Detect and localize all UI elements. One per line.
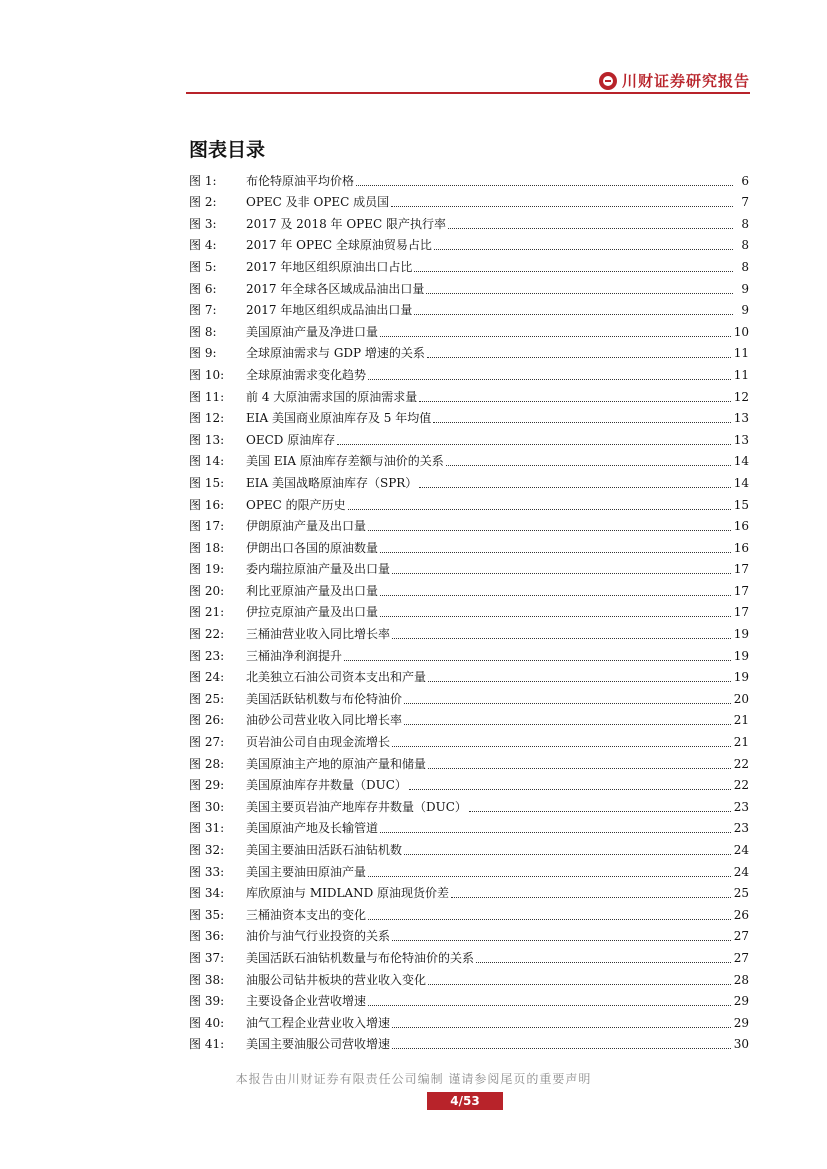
toc-dot-leader	[414, 270, 733, 272]
toc-entry[interactable]	[189, 966, 749, 988]
toc-entry-title[interactable]: 美国主要油田活跃石油钻机数	[246, 843, 403, 857]
toc-entry-page[interactable]: 23	[733, 821, 749, 836]
toc-entry-title[interactable]: 2017 年全球各区域成品油出口量	[246, 281, 425, 296]
toc-entry-page[interactable]: 9	[741, 281, 749, 296]
toc-entry-title[interactable]: 美国原油产地及长输管道	[246, 821, 379, 836]
toc-entry-label: 图 32:	[189, 843, 225, 857]
toc-dot-leader	[348, 508, 731, 510]
toc-entry-label: 图 28:	[189, 756, 225, 771]
toc-dot-leader	[469, 810, 731, 812]
toc-entry-title[interactable]: EIA 美国商业原油库存及 5 年均值	[246, 411, 432, 426]
toc-entry-label: 图 27:	[189, 735, 225, 750]
toc-entry-label: 图 7:	[189, 303, 217, 318]
toc-entry[interactable]	[189, 318, 749, 340]
toc-dot-leader	[451, 896, 731, 898]
toc-entry-label: 图 40:	[189, 1015, 225, 1030]
toc-dot-leader	[428, 680, 731, 682]
toc-entry-page[interactable]: 30	[733, 1037, 749, 1052]
toc-entry-page[interactable]: 9	[741, 303, 749, 318]
toc-dot-leader	[368, 1004, 731, 1006]
toc-entry-label: 图 21:	[189, 605, 225, 620]
toc-entry[interactable]	[189, 340, 749, 362]
toc-entry[interactable]	[189, 772, 749, 794]
toc-entry-title[interactable]: 布伦特原油平均价格	[246, 173, 355, 188]
toc-entry-title[interactable]: 伊拉克原油产量及出口量	[246, 605, 379, 620]
toc-entry-title[interactable]: OECD 原油库存	[246, 432, 336, 447]
toc-entry-label: 图 37:	[189, 950, 225, 965]
toc-entry-label: 图 12:	[189, 411, 225, 426]
toc-dot-leader	[392, 637, 731, 639]
toc-entry-page[interactable]: 21	[733, 713, 749, 728]
toc-entry-page[interactable]: 8	[741, 238, 749, 253]
toc-entry-page[interactable]: 15	[733, 497, 749, 512]
toc-entry[interactable]	[189, 405, 749, 427]
chuancai-logo-icon	[599, 72, 617, 90]
toc-entry-page[interactable]: 17	[733, 583, 749, 598]
toc-dot-leader	[414, 313, 733, 315]
toc-entry-title[interactable]: 三桶油资本支出的变化	[246, 907, 367, 922]
toc-entry-page[interactable]: 8	[741, 259, 749, 274]
toc-entry[interactable]	[189, 664, 749, 686]
toc-entry[interactable]	[189, 815, 749, 837]
toc-entry-title[interactable]: 伊朗原油产量及出口量	[246, 519, 367, 534]
toc-dot-leader	[392, 939, 731, 941]
toc-entry-label: 图 31:	[189, 821, 225, 836]
toc-entry-title[interactable]: 委内瑞拉原油产量及出口量	[246, 562, 391, 577]
toc-entry[interactable]	[189, 685, 749, 707]
toc-entry[interactable]	[189, 513, 749, 535]
toc-entry-page[interactable]: 27	[733, 950, 749, 965]
toc-entry-label: 图 9:	[189, 346, 217, 361]
toc-entry[interactable]	[189, 728, 749, 750]
footer-disclaimer: 本报告由川财证券有限责任公司编制 谨请参阅尾页的重要声明	[235, 1072, 592, 1086]
toc-entry-page[interactable]: 20	[733, 691, 749, 706]
toc-entry-title[interactable]: 三桶油营业收入同比增长率	[246, 627, 391, 642]
toc-entry-title[interactable]: 2017 年 OPEC 全球原油贸易占比	[246, 238, 432, 253]
toc-entry-label: 图 11:	[189, 389, 225, 404]
toc-entry-label: 图 13:	[189, 432, 225, 447]
toc-entry-label: 图 25:	[189, 691, 225, 706]
toc-heading: 图表目录	[189, 139, 266, 161]
toc-entry-title[interactable]: 前 4 大原油需求国的原油需求量	[246, 389, 418, 404]
toc-entry-title[interactable]: 美国主要油服公司营收增速	[246, 1037, 391, 1052]
toc-entry-label: 图 18:	[189, 540, 225, 555]
toc-entry-label: 图 10:	[189, 367, 225, 382]
toc-entry-page[interactable]: 13	[733, 432, 749, 447]
toc-entry-label: 图 41:	[189, 1037, 225, 1052]
toc-dot-leader	[392, 1047, 731, 1049]
toc-entry-label: 图 16:	[189, 497, 225, 512]
toc-dot-leader	[380, 831, 731, 833]
toc-entry-page[interactable]: 16	[733, 540, 749, 555]
page-number-badge: 4/53	[427, 1092, 503, 1110]
toc-entry-label: 图 2:	[189, 195, 217, 210]
toc-entry-title[interactable]: 北美独立石油公司资本支出和产量	[246, 670, 427, 685]
toc-entry-label: 图 36:	[189, 929, 225, 944]
header-brand	[599, 70, 750, 91]
toc-entry-title[interactable]: EIA 美国战略原油库存（SPR）	[246, 475, 418, 490]
toc-dot-leader	[368, 918, 731, 920]
toc-entry-title[interactable]: 美国原油库存井数量（DUC）	[246, 778, 407, 793]
toc-entry-title[interactable]: 油服公司钻井板块的营业收入变化	[246, 972, 427, 987]
toc-entry[interactable]	[189, 448, 749, 470]
toc-entry-label: 图 19:	[189, 562, 225, 577]
toc-entry[interactable]	[189, 253, 749, 275]
toc-entry-title[interactable]: 油砂公司营业收入同比增长率	[246, 713, 403, 728]
toc-dot-leader	[391, 205, 733, 207]
toc-entry-page[interactable]: 10	[733, 324, 749, 339]
toc-entry-page[interactable]: 21	[733, 735, 749, 750]
toc-entry-title[interactable]: 伊朗出口各国的原油数量	[246, 540, 379, 555]
toc-entry-page[interactable]: 19	[733, 627, 749, 642]
toc-entry-page[interactable]: 24	[733, 864, 749, 879]
toc-dot-leader	[380, 551, 731, 553]
toc-dot-leader	[434, 248, 733, 250]
toc-entry[interactable]	[189, 297, 749, 319]
toc-entry-label: 图 39:	[189, 994, 225, 1009]
toc-entry-title[interactable]: OPEC 的限产历史	[246, 497, 346, 512]
toc-entry-label: 图 24:	[189, 670, 225, 685]
toc-entry[interactable]	[189, 793, 749, 815]
toc-list	[189, 167, 749, 1052]
toc-dot-leader	[392, 745, 731, 747]
toc-entry-title[interactable]: OPEC 及非 OPEC 成员国	[246, 195, 390, 210]
toc-dot-leader	[337, 443, 731, 445]
toc-entry[interactable]	[189, 469, 749, 491]
toc-dot-leader	[476, 961, 731, 963]
toc-dot-leader	[404, 702, 731, 704]
toc-entry[interactable]	[189, 189, 749, 211]
toc-entry-label: 图 20:	[189, 583, 225, 598]
toc-entry-title[interactable]: 2017 年地区组织成品油出口量	[246, 303, 413, 318]
toc-entry[interactable]	[189, 901, 749, 923]
toc-entry-label: 图 3:	[189, 216, 217, 231]
toc-entry-page[interactable]: 19	[733, 670, 749, 685]
toc-entry-page[interactable]: 16	[733, 519, 749, 534]
toc-entry-label: 图 29:	[189, 778, 225, 793]
toc-dot-leader	[404, 853, 731, 855]
toc-entry-title[interactable]: 油价与油气行业投资的关系	[246, 929, 391, 944]
toc-entry-page[interactable]: 11	[733, 367, 749, 382]
toc-dot-leader	[380, 335, 731, 337]
toc-entry[interactable]	[189, 210, 749, 232]
toc-entry-title[interactable]: 2017 及 2018 年 OPEC 限产执行率	[246, 216, 447, 231]
toc-dot-leader	[368, 875, 731, 877]
toc-dot-leader	[356, 184, 733, 186]
toc-entry-title[interactable]: 美国主要油田原油产量	[246, 864, 367, 879]
toc-entry[interactable]	[189, 577, 749, 599]
toc-dot-leader	[427, 356, 731, 358]
toc-entry[interactable]	[189, 923, 749, 945]
toc-entry-page[interactable]: 28	[733, 972, 749, 987]
toc-dot-leader	[433, 421, 730, 423]
toc-entry[interactable]	[189, 1031, 749, 1053]
toc-entry-label: 图 1:	[189, 173, 217, 188]
toc-dot-leader	[426, 292, 733, 294]
toc-entry-title[interactable]: 库欣原油与 MIDLAND 原油现货价差	[246, 886, 450, 901]
toc-dot-leader	[446, 464, 731, 466]
toc-entry-page[interactable]: 27	[733, 929, 749, 944]
toc-entry-label: 图 22:	[189, 627, 225, 642]
toc-entry-label: 图 15:	[189, 475, 225, 490]
toc-dot-leader	[404, 723, 731, 725]
toc-entry-title[interactable]: 美国原油主产地的原油产量和储量	[246, 756, 427, 771]
toc-entry[interactable]	[189, 858, 749, 880]
toc-entry[interactable]	[189, 599, 749, 621]
toc-entry[interactable]	[189, 491, 749, 513]
toc-entry-page[interactable]: 17	[733, 605, 749, 620]
toc-entry-page[interactable]: 29	[733, 1015, 749, 1030]
page-header	[186, 64, 750, 94]
toc-entry-title[interactable]: 美国 EIA 原油库存差额与油价的关系	[246, 454, 444, 469]
toc-entry-page[interactable]: 6	[741, 173, 749, 188]
toc-dot-leader	[380, 615, 731, 617]
toc-entry[interactable]	[189, 556, 749, 578]
toc-dot-leader	[448, 227, 733, 229]
toc-entry-label: 图 26:	[189, 713, 225, 728]
toc-entry[interactable]	[189, 750, 749, 772]
toc-entry-label: 图 30:	[189, 799, 225, 814]
toc-entry-page[interactable]: 12	[733, 389, 749, 404]
toc-entry[interactable]	[189, 232, 749, 254]
toc-entry-title[interactable]: 美国活跃钻机数与布伦特油价	[246, 691, 403, 706]
toc-entry-label: 图 23:	[189, 648, 225, 663]
toc-entry-page[interactable]: 22	[733, 756, 749, 771]
toc-entry[interactable]	[189, 383, 749, 405]
toc-entry-title[interactable]: 美国主要页岩油产地库存井数量（DUC）	[246, 799, 467, 814]
toc-entry[interactable]	[189, 534, 749, 556]
toc-entry-title[interactable]: 主要设备企业营收增速	[246, 994, 367, 1009]
toc-entry-title[interactable]: 全球原油需求变化趋势	[246, 367, 367, 382]
toc-entry[interactable]	[189, 426, 749, 448]
toc-entry-label: 图 33:	[189, 864, 225, 879]
toc-dot-leader	[368, 378, 731, 380]
toc-dot-leader	[428, 983, 731, 985]
toc-entry[interactable]	[189, 707, 749, 729]
toc-entry-label: 图 34:	[189, 886, 225, 901]
toc-entry-title[interactable]: 全球原油需求与 GDP 增速的关系	[246, 346, 425, 361]
header-divider	[186, 92, 750, 94]
toc-entry-page[interactable]: 19	[733, 648, 749, 663]
toc-entry[interactable]	[189, 642, 749, 664]
toc-entry-page[interactable]: 26	[733, 907, 749, 922]
toc-entry[interactable]	[189, 361, 749, 383]
toc-dot-leader	[409, 788, 731, 790]
toc-entry[interactable]	[189, 620, 749, 642]
toc-dot-leader	[380, 594, 731, 596]
toc-dot-leader	[344, 659, 731, 661]
toc-entry-page[interactable]: 8	[741, 216, 749, 231]
toc-entry-page[interactable]: 24	[733, 843, 749, 857]
toc-entry-title[interactable]: 利比亚原油产量及出口量	[246, 583, 379, 598]
toc-entry-label: 图 17:	[189, 519, 225, 534]
toc-entry-label: 图 14:	[189, 454, 225, 469]
toc-entry[interactable]	[189, 836, 749, 858]
toc-entry-title[interactable]: 三桶油净利润提升	[246, 648, 343, 663]
toc-entry[interactable]	[189, 1009, 749, 1031]
toc-dot-leader	[428, 767, 731, 769]
toc-entry-title[interactable]: 2017 年地区组织原油出口占比	[246, 259, 413, 274]
toc-entry[interactable]	[189, 944, 749, 966]
toc-entry-title[interactable]: 页岩油公司自由现金流增长	[246, 735, 391, 750]
toc-entry-page[interactable]: 22	[733, 778, 749, 793]
toc-entry-page[interactable]: 14	[733, 454, 749, 469]
toc-entry[interactable]	[189, 988, 749, 1010]
toc-entry-page[interactable]: 14	[733, 475, 749, 490]
brand-title: 川财证券研究报告	[621, 72, 750, 90]
toc-entry-label: 图 35:	[189, 907, 225, 922]
toc-entry-page[interactable]: 13	[733, 411, 749, 426]
toc-entry-label: 图 6:	[189, 281, 217, 296]
toc-entry-title[interactable]: 美国原油产量及净进口量	[246, 324, 379, 339]
toc-entry-page[interactable]: 29	[733, 994, 749, 1009]
toc-dot-leader	[419, 486, 730, 488]
toc-entry-label: 图 8:	[189, 324, 217, 339]
toc-entry[interactable]	[189, 275, 749, 297]
toc-entry-title[interactable]: 美国活跃石油钻机数量与布伦特油价的关系	[246, 950, 475, 965]
toc-dot-leader	[419, 400, 730, 402]
toc-entry[interactable]	[189, 167, 749, 189]
toc-entry-label: 图 5:	[189, 259, 217, 274]
toc-entry-page[interactable]: 11	[733, 346, 749, 361]
toc-entry-page[interactable]: 25	[733, 886, 749, 901]
toc-entry-label: 图 38:	[189, 972, 225, 987]
toc-entry-page[interactable]: 17	[733, 562, 749, 577]
toc-entry-page[interactable]: 7	[741, 195, 749, 210]
toc-entry[interactable]	[189, 880, 749, 902]
toc-entry-title[interactable]: 油气工程企业营业收入增速	[246, 1015, 391, 1030]
toc-dot-leader	[368, 529, 731, 531]
toc-entry-page[interactable]: 23	[733, 799, 749, 814]
toc-dot-leader	[392, 1026, 731, 1028]
toc-dot-leader	[392, 572, 731, 574]
toc-entry-label: 图 4:	[189, 238, 217, 253]
